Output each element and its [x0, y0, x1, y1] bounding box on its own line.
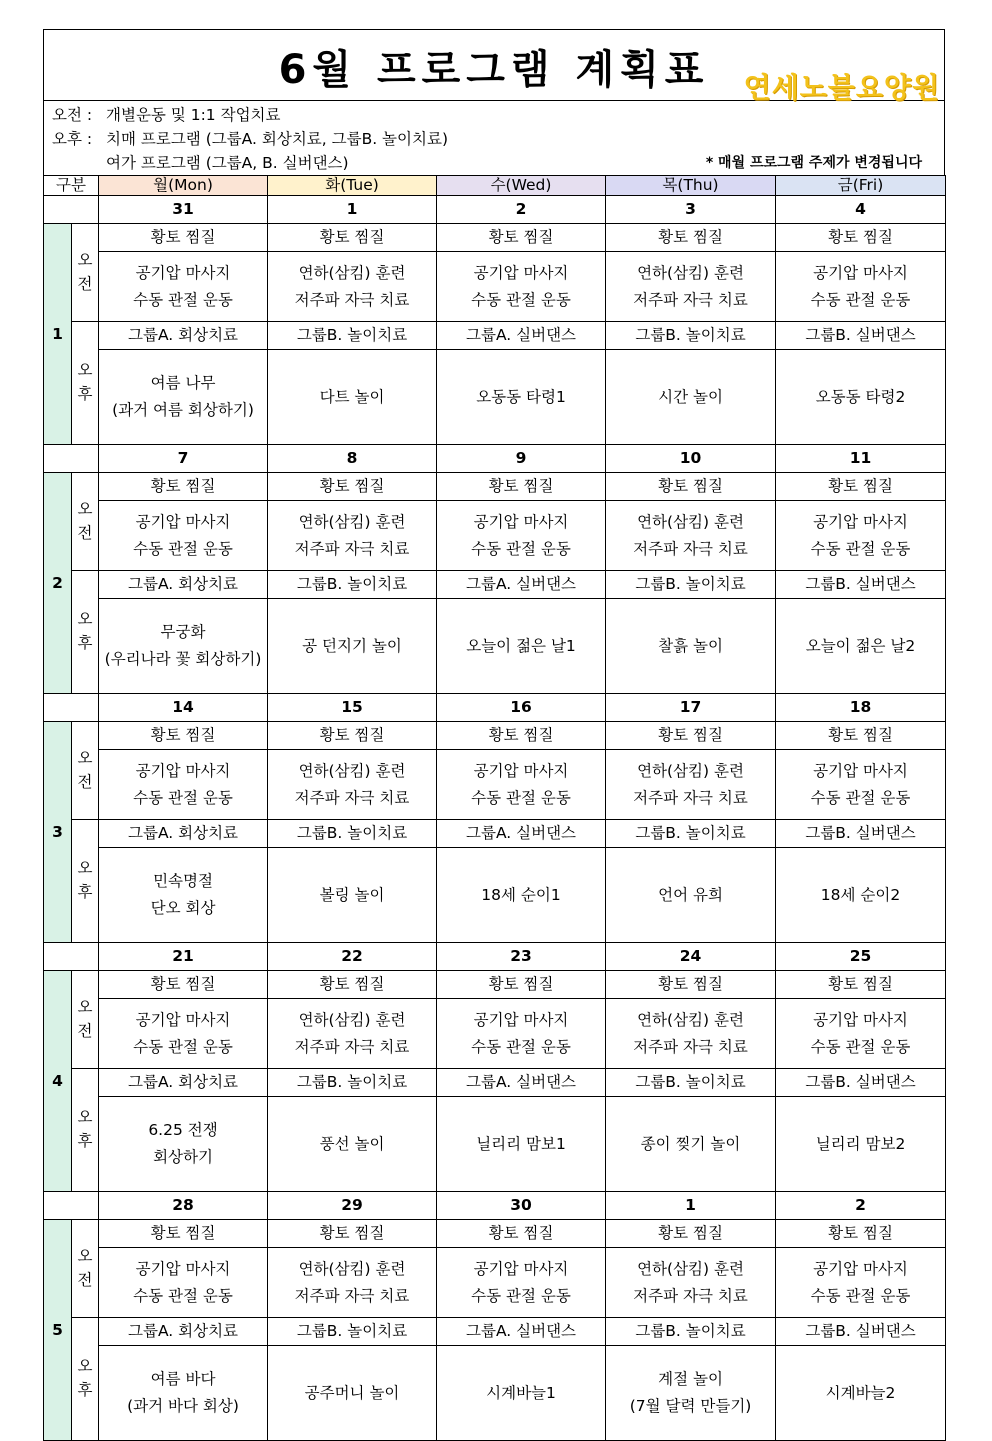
am-main-line: 저주파 자극 치료	[294, 788, 410, 807]
pm-main-row	[44, 599, 946, 694]
vertical-char: 오	[77, 250, 93, 269]
week-number: 4	[44, 971, 72, 1192]
date-row-blank	[44, 694, 99, 722]
am-top-cell: 황토 찜질	[776, 1220, 946, 1248]
pm-main-line: 오동동 타령1	[476, 387, 566, 406]
pm-label	[72, 820, 99, 943]
am-label	[72, 722, 99, 820]
pm-group-row	[44, 1318, 946, 1346]
pm-main-cell	[99, 1346, 268, 1441]
date-cell: 10	[606, 445, 776, 473]
pm-main-row	[44, 350, 946, 445]
pm-main-line: 다트 놀이	[319, 387, 385, 406]
pm-main-line: 볼링 놀이	[319, 885, 385, 904]
am-main-line: 저주파 자극 치료	[633, 1286, 748, 1305]
date-row-blank	[44, 943, 99, 971]
am-main-cell	[99, 252, 268, 322]
vertical-char: 후	[77, 1381, 93, 1399]
am-main-line: 공기압 마사지	[813, 1010, 908, 1029]
pm-main-line: 시계바늘1	[486, 1383, 556, 1402]
am-main-cell	[268, 1248, 437, 1318]
am-top-cell: 황토 찜질	[268, 473, 437, 501]
date-cell: 23	[437, 943, 606, 971]
am-top-cell: 황토 찜질	[606, 224, 776, 252]
date-cell: 29	[268, 1192, 437, 1220]
am-main-line: 저주파 자극 치료	[633, 290, 748, 309]
pm-main-line: 오동동 타령2	[815, 387, 906, 406]
vertical-char: 오	[77, 610, 93, 628]
am-top-cell: 황토 찜질	[437, 473, 606, 501]
pm-main-line: 6.25 전쟁	[148, 1121, 218, 1139]
am-main-line: 공기압 마사지	[813, 761, 908, 780]
am-top-cell: 황토 찜질	[99, 971, 268, 999]
date-row-blank	[44, 196, 99, 224]
info-pm-text: 치매 프로그램 (그룹A. 회상치료, 그룹B. 놀이치료)	[106, 130, 448, 148]
am-main-line: 공기압 마사지	[813, 512, 908, 531]
date-row	[44, 196, 946, 224]
date-cell: 4	[776, 196, 946, 224]
date-cell: 16	[437, 694, 606, 722]
am-main-cell	[776, 252, 946, 322]
vertical-char: 오	[77, 1108, 93, 1126]
am-main-cell	[606, 501, 776, 571]
pm-group-cell: 그룹B. 실버댄스	[776, 1069, 946, 1097]
vertical-char: 오	[77, 361, 93, 379]
pm-main-line: (과거 바다 회상)	[127, 1397, 239, 1415]
am-main-line: 연하(삼킴) 훈련	[637, 761, 744, 780]
am-main-line: 수동 관절 운동	[471, 1037, 571, 1056]
am-top-row	[44, 1220, 946, 1248]
pm-group-cell: 그룹B. 실버댄스	[776, 322, 946, 350]
date-cell: 17	[606, 694, 776, 722]
am-top-cell: 황토 찜질	[437, 722, 606, 750]
page-title: 6월 프로그램 계획표	[278, 47, 710, 93]
date-cell: 1	[268, 196, 437, 224]
date-cell: 2	[437, 196, 606, 224]
am-main-line: 공기압 마사지	[135, 263, 231, 282]
pm-main-line: (7월 달력 만들기)	[629, 1397, 752, 1415]
pm-main-line: (우리나라 꽃 회상하기)	[104, 650, 262, 668]
am-main-line: 연하(삼킴) 훈련	[298, 263, 406, 282]
pm-main-line: 닐리리 맘보2	[815, 1134, 906, 1153]
pm-main-line: 닐리리 맘보1	[476, 1134, 566, 1153]
pm-group-cell: 그룹B. 실버댄스	[776, 820, 946, 848]
pm-main-line: 18세 순이1	[481, 885, 561, 904]
pm-group-cell: 그룹B. 놀이치료	[268, 322, 437, 350]
pm-main-line: 공 던지기 놀이	[302, 636, 402, 655]
am-main-cell	[776, 1248, 946, 1318]
pm-group-row	[44, 820, 946, 848]
am-main-row	[44, 999, 946, 1069]
brand-logo-text: 연세노블요양원	[743, 71, 940, 104]
am-top-cell: 황토 찜질	[268, 224, 437, 252]
pm-main-cell	[437, 350, 606, 445]
am-main-line: 연하(삼킴) 훈련	[637, 1010, 744, 1029]
pm-group-cell: 그룹A. 회상치료	[99, 1069, 268, 1097]
am-main-line: 공기압 마사지	[473, 1010, 569, 1029]
pm-main-cell	[776, 599, 946, 694]
pm-main-line: 무궁화	[160, 623, 206, 641]
pm-main-line: 종이 찢기 놀이	[640, 1134, 741, 1153]
date-cell: 7	[99, 445, 268, 473]
am-main-line: 공기압 마사지	[135, 1259, 231, 1278]
date-cell: 18	[776, 694, 946, 722]
am-main-line: 저주파 자극 치료	[633, 788, 748, 807]
pm-group-cell: 그룹B. 놀이치료	[268, 1069, 437, 1097]
am-main-line: 수동 관절 운동	[810, 539, 911, 558]
pm-main-line: 오늘이 젊은 날2	[805, 636, 916, 655]
header-day-mon: 월(Mon)	[99, 176, 268, 196]
am-main-line: 수동 관절 운동	[810, 788, 911, 807]
vertical-char: 오	[77, 748, 93, 767]
pm-label	[72, 322, 99, 445]
am-top-row	[44, 971, 946, 999]
header-day-fri: 금(Fri)	[776, 176, 946, 196]
pm-label	[72, 1318, 99, 1441]
pm-group-row	[44, 571, 946, 599]
schedule-table	[43, 175, 946, 1441]
pm-group-cell: 그룹B. 놀이치료	[268, 1318, 437, 1346]
am-main-line: 연하(삼킴) 훈련	[637, 1259, 744, 1278]
pm-main-line: 언어 유희	[658, 885, 723, 904]
vertical-char: 후	[77, 385, 93, 403]
am-main-cell	[606, 999, 776, 1069]
pm-main-cell	[606, 599, 776, 694]
pm-main-cell	[776, 848, 946, 943]
am-main-line: 공기압 마사지	[473, 512, 569, 531]
pm-group-cell: 그룹A. 실버댄스	[437, 1318, 606, 1346]
week-number: 5	[44, 1220, 72, 1441]
pm-group-cell: 그룹B. 놀이치료	[606, 1318, 776, 1346]
am-top-cell: 황토 찜질	[99, 722, 268, 750]
pm-main-line: 풍선 놀이	[319, 1134, 385, 1153]
info-am-text: 개별운동 및 1:1 작업치료	[106, 106, 281, 124]
am-main-line: 수동 관절 운동	[133, 290, 233, 309]
am-main-line: 저주파 자극 치료	[294, 1286, 410, 1305]
am-top-cell: 황토 찜질	[99, 224, 268, 252]
am-main-cell	[268, 750, 437, 820]
pm-main-row	[44, 848, 946, 943]
vertical-char: 오	[77, 1357, 93, 1375]
am-main-line: 공기압 마사지	[473, 761, 569, 780]
vertical-char: 후	[77, 1132, 93, 1150]
pm-main-cell	[776, 1346, 946, 1441]
date-row	[44, 943, 946, 971]
am-main-line: 수동 관절 운동	[133, 1286, 233, 1305]
am-top-cell: 황토 찜질	[776, 224, 946, 252]
am-main-cell	[99, 1248, 268, 1318]
date-row-blank	[44, 1192, 99, 1220]
pm-main-line: 시간 놀이	[658, 387, 723, 406]
am-main-cell	[437, 999, 606, 1069]
pm-main-line: 찰흙 놀이	[658, 636, 723, 655]
pm-main-cell	[606, 1346, 776, 1441]
am-main-cell	[776, 501, 946, 571]
am-main-line: 수동 관절 운동	[471, 539, 571, 558]
am-top-row	[44, 473, 946, 501]
am-main-cell	[776, 999, 946, 1069]
vertical-char: 후	[77, 634, 93, 652]
header-day-wed: 수(Wed)	[437, 176, 606, 196]
am-top-cell: 황토 찜질	[268, 722, 437, 750]
date-cell: 22	[268, 943, 437, 971]
pm-label	[72, 571, 99, 694]
pm-main-cell	[606, 848, 776, 943]
am-top-cell: 황토 찜질	[776, 971, 946, 999]
info-pm-text-2: 여가 프로그램 (그룹A, B. 실버댄스)	[106, 154, 349, 172]
am-main-line: 수동 관절 운동	[810, 290, 911, 309]
pm-group-cell: 그룹B. 놀이치료	[268, 571, 437, 599]
am-main-line: 연하(삼킴) 훈련	[298, 512, 406, 531]
pm-main-cell	[268, 599, 437, 694]
header-gubun: 구분	[44, 176, 99, 196]
am-main-line: 수동 관절 운동	[471, 290, 571, 309]
am-top-row	[44, 224, 946, 252]
pm-main-cell	[99, 350, 268, 445]
am-top-cell: 황토 찜질	[437, 1220, 606, 1248]
am-main-line: 공기압 마사지	[135, 1010, 231, 1029]
am-main-line: 연하(삼킴) 훈련	[298, 1010, 406, 1029]
am-main-line: 공기압 마사지	[813, 263, 908, 282]
info-note: * 매월 프로그램 주제가 변경됩니다	[705, 155, 922, 171]
pm-main-line: 계절 놀이	[658, 1370, 723, 1388]
am-main-line: 저주파 자극 치료	[294, 539, 410, 558]
am-top-cell: 황토 찜질	[268, 971, 437, 999]
am-label	[72, 224, 99, 322]
vertical-char: 오	[77, 997, 93, 1016]
pm-main-cell	[437, 599, 606, 694]
pm-main-cell	[268, 848, 437, 943]
am-main-row	[44, 750, 946, 820]
pm-main-line: 공주머니 놀이	[304, 1383, 400, 1402]
am-top-cell: 황토 찜질	[776, 722, 946, 750]
header-row	[44, 176, 946, 196]
am-main-line: 연하(삼킴) 훈련	[637, 512, 744, 531]
pm-main-line: 오늘이 젊은 날1	[466, 636, 576, 655]
pm-main-line: 민속명절	[153, 872, 213, 890]
am-main-cell	[606, 750, 776, 820]
pm-main-cell	[268, 1346, 437, 1441]
pm-main-cell	[437, 1097, 606, 1192]
am-main-line: 저주파 자극 치료	[294, 1037, 410, 1056]
am-main-line: 공기압 마사지	[135, 761, 231, 780]
pm-main-cell	[606, 1097, 776, 1192]
am-main-line: 저주파 자극 치료	[294, 290, 410, 309]
pm-main-cell	[99, 1097, 268, 1192]
am-top-cell: 황토 찜질	[606, 722, 776, 750]
am-label	[72, 971, 99, 1069]
am-main-cell	[437, 1248, 606, 1318]
date-row	[44, 694, 946, 722]
pm-main-row	[44, 1097, 946, 1192]
pm-group-row	[44, 1069, 946, 1097]
date-cell: 3	[606, 196, 776, 224]
pm-group-cell: 그룹A. 회상치료	[99, 1318, 268, 1346]
am-main-line: 연하(삼킴) 훈련	[298, 1259, 406, 1278]
date-cell: 30	[437, 1192, 606, 1220]
am-main-line: 수동 관절 운동	[810, 1286, 911, 1305]
pm-group-cell: 그룹B. 놀이치료	[606, 322, 776, 350]
pm-main-cell	[776, 350, 946, 445]
date-cell: 21	[99, 943, 268, 971]
am-top-cell: 황토 찜질	[606, 971, 776, 999]
am-main-cell	[437, 252, 606, 322]
week-number: 2	[44, 473, 72, 694]
am-main-cell	[99, 999, 268, 1069]
am-main-line: 공기압 마사지	[473, 1259, 569, 1278]
am-main-line: 수동 관절 운동	[133, 1037, 233, 1056]
vertical-char: 전	[77, 523, 93, 542]
info-am-label: 오전 :	[52, 106, 93, 124]
vertical-char: 후	[77, 883, 93, 901]
vertical-char: 전	[77, 772, 93, 791]
date-cell: 28	[99, 1192, 268, 1220]
pm-main-cell	[268, 1097, 437, 1192]
pm-group-cell: 그룹B. 놀이치료	[606, 1069, 776, 1097]
pm-main-cell	[268, 350, 437, 445]
am-top-cell: 황토 찜질	[776, 473, 946, 501]
vertical-char: 전	[77, 274, 93, 293]
vertical-char: 오	[77, 859, 93, 877]
am-main-cell	[268, 501, 437, 571]
am-main-line: 공기압 마사지	[813, 1259, 908, 1278]
am-top-cell: 황토 찜질	[606, 1220, 776, 1248]
am-top-cell: 황토 찜질	[437, 971, 606, 999]
am-main-row	[44, 1248, 946, 1318]
am-main-line: 수동 관절 운동	[133, 539, 233, 558]
am-main-line: 공기압 마사지	[473, 263, 569, 282]
pm-main-cell	[437, 848, 606, 943]
am-label	[72, 473, 99, 571]
pm-label	[72, 1069, 99, 1192]
date-row	[44, 1192, 946, 1220]
am-top-cell: 황토 찜질	[437, 224, 606, 252]
info-panel	[43, 100, 945, 175]
pm-group-cell: 그룹B. 놀이치료	[268, 820, 437, 848]
am-main-cell	[268, 252, 437, 322]
info-pm-line-2	[52, 151, 936, 175]
vertical-char: 전	[77, 1021, 93, 1040]
pm-main-cell	[99, 848, 268, 943]
am-main-line: 수동 관절 운동	[471, 788, 571, 807]
am-main-cell	[437, 501, 606, 571]
pm-main-cell	[606, 350, 776, 445]
pm-main-line: 여름 바다	[150, 1370, 216, 1388]
pm-group-cell: 그룹A. 회상치료	[99, 571, 268, 599]
schedule-sheet	[43, 29, 945, 1441]
date-row-blank	[44, 445, 99, 473]
date-row	[44, 445, 946, 473]
am-top-row	[44, 722, 946, 750]
am-main-line: 연하(삼킴) 훈련	[637, 263, 744, 282]
date-cell: 11	[776, 445, 946, 473]
vertical-char: 오	[77, 499, 93, 518]
date-cell: 15	[268, 694, 437, 722]
pm-main-row	[44, 1346, 946, 1441]
pm-main-line: (과거 여름 회상하기)	[112, 401, 254, 419]
pm-group-cell: 그룹A. 회상치료	[99, 820, 268, 848]
am-top-cell: 황토 찜질	[606, 473, 776, 501]
date-cell: 24	[606, 943, 776, 971]
am-main-line: 수동 관절 운동	[810, 1037, 911, 1056]
header-day-tue: 화(Tue)	[268, 176, 437, 196]
pm-group-cell: 그룹A. 실버댄스	[437, 322, 606, 350]
am-main-line: 수동 관절 운동	[133, 788, 233, 807]
pm-group-cell: 그룹A. 실버댄스	[437, 820, 606, 848]
pm-main-line: 18세 순이2	[820, 885, 901, 904]
am-main-line: 수동 관절 운동	[471, 1286, 571, 1305]
pm-main-line: 시계바늘2	[825, 1383, 896, 1402]
pm-group-cell: 그룹B. 놀이치료	[606, 571, 776, 599]
week-number: 1	[44, 224, 72, 445]
info-pm-label: 오후 :	[52, 130, 93, 148]
date-cell: 1	[606, 1192, 776, 1220]
info-am-line	[52, 103, 936, 127]
am-main-line: 연하(삼킴) 훈련	[298, 761, 406, 780]
header-day-thu: 목(Thu)	[606, 176, 776, 196]
week-number: 3	[44, 722, 72, 943]
am-main-cell	[99, 750, 268, 820]
title-area	[43, 29, 945, 104]
pm-group-row	[44, 322, 946, 350]
am-main-cell	[776, 750, 946, 820]
info-pm-line	[52, 127, 936, 151]
date-cell: 9	[437, 445, 606, 473]
am-main-cell	[268, 999, 437, 1069]
pm-main-cell	[99, 599, 268, 694]
pm-main-cell	[437, 1346, 606, 1441]
am-top-cell: 황토 찜질	[268, 1220, 437, 1248]
pm-main-line: 단오 회상	[150, 899, 216, 917]
pm-group-cell: 그룹B. 실버댄스	[776, 1318, 946, 1346]
vertical-char: 오	[77, 1246, 93, 1265]
am-main-cell	[606, 252, 776, 322]
am-main-cell	[606, 1248, 776, 1318]
pm-main-cell	[776, 1097, 946, 1192]
am-main-line: 저주파 자극 치료	[633, 1037, 748, 1056]
vertical-char: 전	[77, 1270, 93, 1289]
am-main-row	[44, 501, 946, 571]
pm-group-cell: 그룹A. 실버댄스	[437, 571, 606, 599]
date-cell: 8	[268, 445, 437, 473]
date-cell: 25	[776, 943, 946, 971]
am-main-row	[44, 252, 946, 322]
date-cell: 14	[99, 694, 268, 722]
pm-group-cell: 그룹B. 실버댄스	[776, 571, 946, 599]
pm-group-cell: 그룹B. 놀이치료	[606, 820, 776, 848]
pm-group-cell: 그룹A. 회상치료	[99, 322, 268, 350]
am-main-line: 공기압 마사지	[135, 512, 231, 531]
pm-main-line: 여름 나무	[150, 374, 216, 392]
am-main-cell	[99, 501, 268, 571]
date-cell: 2	[776, 1192, 946, 1220]
am-main-line: 저주파 자극 치료	[633, 539, 748, 558]
pm-group-cell: 그룹A. 실버댄스	[437, 1069, 606, 1097]
am-top-cell: 황토 찜질	[99, 1220, 268, 1248]
am-label	[72, 1220, 99, 1318]
am-top-cell: 황토 찜질	[99, 473, 268, 501]
am-main-cell	[437, 750, 606, 820]
date-cell: 31	[99, 196, 268, 224]
pm-main-line: 회상하기	[153, 1148, 213, 1166]
